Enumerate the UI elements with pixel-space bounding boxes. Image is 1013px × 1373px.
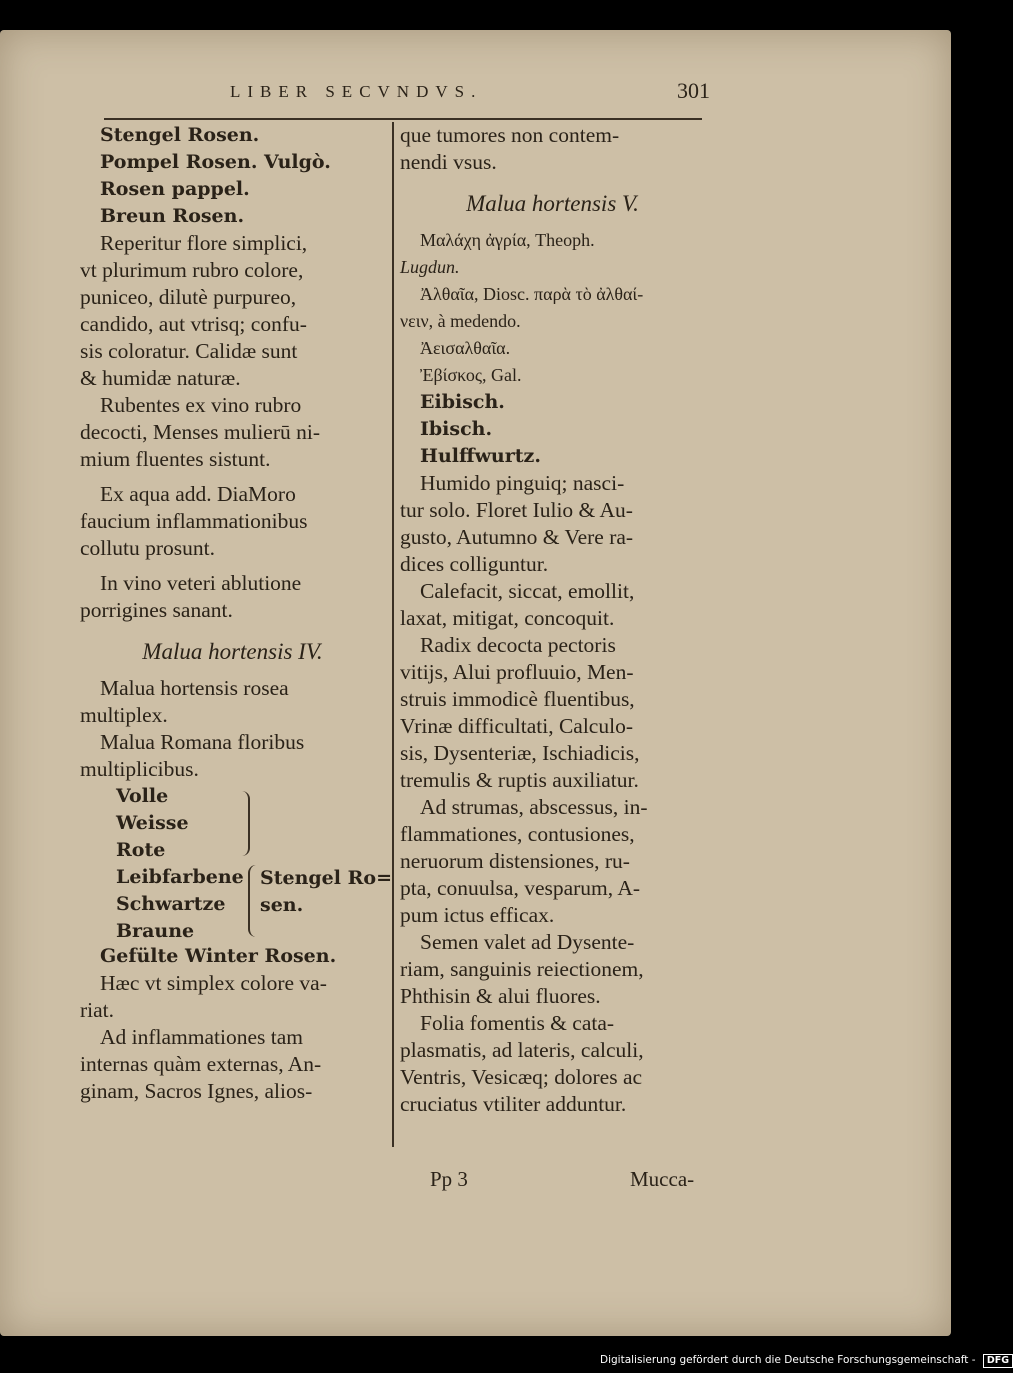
name-line: Ἐβίσκος, Gal. [420,365,522,385]
name-line: Μαλάχη ἀγρία, Theoph. [420,230,595,250]
digitization-credit [600,1354,1010,1373]
paragraph-line: que tumores non contem- [400,123,620,147]
paragraph-line: Malua hortensis rosea [100,676,289,700]
paragraph-line: flammationes, contusiones, [400,822,635,846]
name-line: Eibisch. [420,391,505,413]
paragraph-line: & humidæ naturæ. [80,366,241,390]
running-head: LIBER SECVNDVS. [230,82,483,101]
section-heading: Malua hortensis V. [466,191,639,216]
paragraph-line: multiplex. [80,703,168,727]
paragraph-line: Folia fomentis & cata- [420,1011,615,1035]
left-column [80,122,392,1105]
paragraph-line: riat. [80,998,115,1022]
paragraph-line: mium fluentes sistunt. [80,447,271,471]
name-line: Ibisch. [420,418,493,440]
paragraph-line: vitijs, Alui profluuio, Men- [400,660,634,684]
synonym-list [116,783,246,945]
paragraph-line: In vino veteri ablutione [100,571,302,595]
paragraph-line: Vrinæ difficultati, Calculo- [400,714,633,738]
synonym-item: Schwartze [116,893,226,915]
paragraph-line: collutu prosunt. [80,536,215,560]
paragraph-line: tremulis & ruptis auxiliatur. [400,768,639,792]
header-rule [104,118,702,120]
paragraph-line: pum ictus efficax. [400,903,555,927]
synonym-line: Rosen pappel. [100,178,250,200]
paragraph-line: riam, sanguinis reiectionem, [400,957,644,981]
paragraph-line: multiplicibus. [80,757,199,781]
synonym-item: Volle [116,785,169,807]
synonym-item: Rote [116,839,166,861]
synonym-target-line: Stengel Ro= [260,867,392,889]
paragraph-line: sis coloratur. Calidæ sunt [80,339,298,363]
book-page [0,30,951,1336]
spacer [80,473,385,481]
paragraph-line: Semen valet ad Dysente- [420,930,635,954]
dfg-logo: DFG [983,1354,1013,1368]
paragraph-line: Ad inflammationes tam [100,1025,304,1049]
synonym-target [260,865,392,919]
paragraph-line: dices colliguntur. [400,552,549,576]
name-line: Ἀεισαλθαῖα. [420,338,511,358]
page-content [80,78,710,1202]
paragraph-line: struis immodicè fluentibus, [400,687,635,711]
synonym-item: Weisse [116,812,189,834]
synonym-brace-table [80,783,392,943]
signature-mark: Pp 3 [430,1167,468,1191]
paragraph-line: Hæc vt simplex colore va- [100,971,327,995]
synonym-line: Breun Rosen. [100,205,245,227]
page-footer-line [430,1167,710,1197]
paragraph-line: Calefacit, siccat, emollit, [420,579,635,603]
paragraph-line: pta, conuulsa, vesparum, A- [400,876,641,900]
paragraph-line: candido, aut vtrisq; confu- [80,312,307,336]
paragraph-line: puniceo, dilutè purpureo, [80,285,297,309]
column-rule [392,122,394,1147]
paragraph-line: Radix decocta pectoris [420,633,616,657]
paragraph-line: porrigines sanant. [80,598,233,622]
paragraph-line: Malua Romana floribus [100,730,305,754]
brace-mark [248,865,256,937]
synonym-line: Stengel Rosen. [100,124,260,146]
synonym-line: Pompel Rosen. Vulgò. [100,151,331,173]
paragraph-line: sis, Dysenteriæ, Ischiadicis, [400,741,640,765]
synonym-target-line: sen. [260,894,304,916]
paragraph-line: plasmatis, ad lateris, calculi, [400,1038,644,1062]
paragraph-line: Reperitur flore simplici, [100,231,308,255]
section-heading: Malua hortensis IV. [142,639,323,664]
name-line: νειν, à medendo. [400,311,521,331]
paragraph-line: Humido pinguiq; nasci- [420,471,625,495]
paragraph-line: tur solo. Floret Iulio & Au- [400,498,633,522]
paragraph-line: Ex aqua add. DiaMoro [100,482,296,506]
paragraph-line: Ad strumas, abscessus, in- [420,795,648,819]
catchword: Mucca- [630,1167,695,1191]
folio-number: 301 [677,78,710,103]
name-line: Lugdun. [400,257,460,277]
credit-text: Digitalisierung gefördert durch die Deutsche Forschungsgemeinschaft - [600,1354,976,1366]
brace-mark [242,791,250,856]
synonym-item: Leibfarbene [116,866,244,888]
name-line: Ἀλθαῖα, Diosc. παρὰ τὸ ἀλθαί- [420,284,644,304]
paragraph-line: Ventris, Vesicæq; dolores ac [400,1065,643,1089]
paragraph-line: decocti, Menses mulierū ni- [80,420,321,444]
paragraph-line: cruciatus vtiliter adduntur. [400,1092,627,1116]
paragraph-line: nendi vsus. [400,150,497,174]
name-line: Hulffwurtz. [420,445,541,467]
right-column [400,122,705,1118]
paragraph-line: internas quàm externas, An- [80,1052,322,1076]
paragraph-line: gusto, Autumno & Vere ra- [400,525,634,549]
paragraph-line: laxat, mitigat, concoquit. [400,606,615,630]
synonym-line: Gefülte Winter Rosen. [100,945,337,967]
paragraph-line: neruorum distensiones, ru- [400,849,630,873]
paragraph-line: Rubentes ex vino rubro [100,393,302,417]
paragraph-line: vt plurimum rubro colore, [80,258,304,282]
synonym-item: Braune [116,920,195,942]
paragraph-line: ginam, Sacros Ignes, alios- [80,1079,313,1103]
paragraph-line: Phthisin & alui fluores. [400,984,601,1008]
spacer [80,562,385,570]
paragraph-line: faucium inflammationibus [80,509,308,533]
